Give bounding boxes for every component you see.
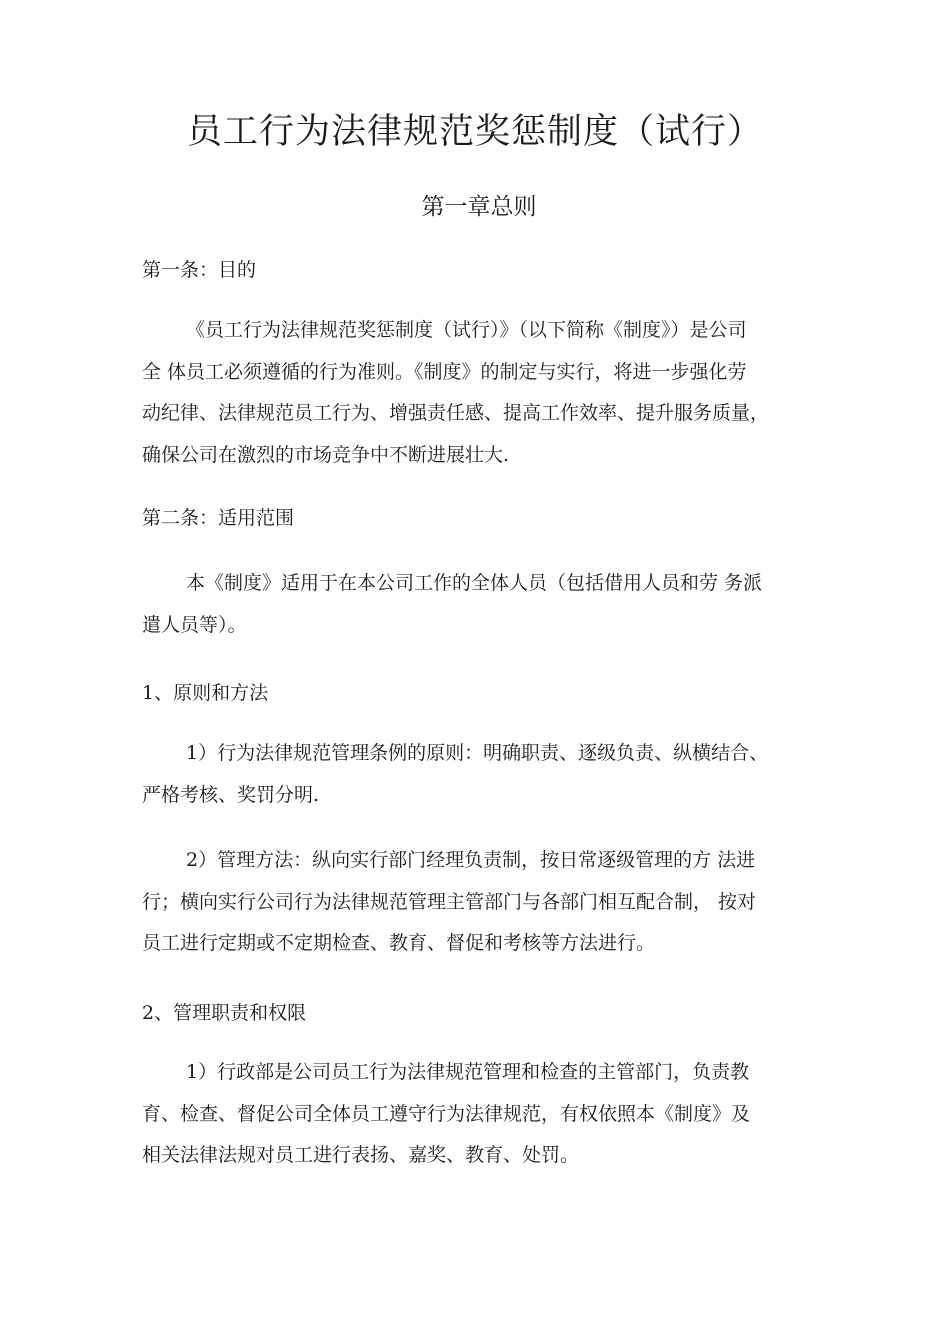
article2-heading: 第二条：适用范围: [142, 507, 295, 529]
article2-paragraph: [142, 563, 822, 646]
document-title: 员工行为法律规范奖惩制度（试行）: [186, 112, 763, 152]
paragraph-line: 严格考核、奖罚分明.: [142, 783, 320, 806]
paragraph-line: 动纪律、法律规范员工行为、增强责任感、提高工作效率、提升服务质量，: [142, 402, 770, 424]
paragraph-line: 全 体员工必须遵循的行为准则。《制度》的制定与实行，将进一步强化劳: [142, 360, 747, 383]
paragraph-line: 行；横向实行公司行为法律规范管理主管部门与各部门相互配合制， 按对: [142, 890, 757, 913]
article1-heading: 第一条：目的: [142, 259, 257, 281]
article1-paragraph: [142, 310, 822, 476]
section2-heading: 2、管理职责和权限: [142, 1002, 307, 1024]
section1-item2: [142, 840, 822, 965]
paragraph-line: 遣人员等）。: [142, 613, 247, 636]
paragraph-line: 育、检查、督促公司全体员工遵守行为法律规范，有权依照本《制度》及: [142, 1102, 751, 1125]
paragraph-line: 1）行政部是公司员工行为法律规范管理和检查的主管部门，负责教: [186, 1061, 750, 1083]
section2-item1: [142, 1052, 822, 1177]
section1-item1: [142, 733, 822, 816]
paragraph-line: 相关法律法规对员工进行表扬、嘉奖、教育、处罚。: [142, 1144, 580, 1166]
section1-heading: 1、原则和方法: [142, 682, 269, 704]
paragraph-line: 确保公司在激烈的市场竞争中不断进展壮大.: [142, 443, 510, 466]
paragraph-line: 本《制度》适用于在本公司工作的全体人员（包括借用人员和劳 务派: [186, 572, 763, 594]
paragraph-line: 《员工行为法律规范奖惩制度（试行）》（以下简称《制度》）是公司: [186, 319, 747, 341]
paragraph-line: 员工进行定期或不定期检查、教育、督促和考核等方法进行。: [142, 932, 656, 954]
chapter-heading: 第一章总则: [421, 194, 537, 220]
paragraph-line: 1）行为法律规范管理条例的原则：明确职责、逐级负责、纵横结合、: [186, 742, 769, 764]
paragraph-line: 2）管理方法：纵向实行部门经理负责制，按日常逐级管理的方 法进: [186, 849, 756, 871]
